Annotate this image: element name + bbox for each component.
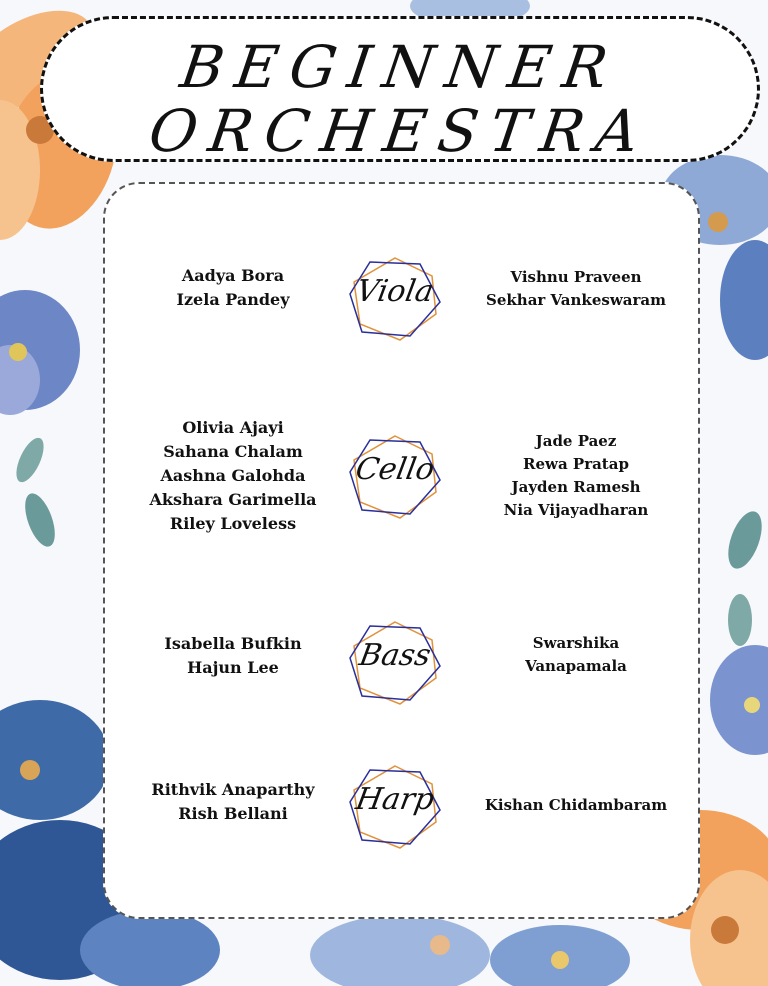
title-banner [40, 16, 760, 165]
name: Jade Paez [535, 432, 617, 450]
name: Kishan Chidambaram [484, 796, 668, 814]
bass-badge [340, 618, 450, 708]
name: Swarshika [532, 634, 620, 652]
name: Vanapamala [525, 657, 627, 675]
viola-left-names [123, 264, 343, 312]
cello-label: Cello [352, 452, 438, 487]
name: Sahana Chalam [163, 442, 303, 461]
roster-card [103, 182, 700, 919]
bass-label: Bass [356, 638, 434, 673]
cello-left-names [123, 416, 343, 536]
title-line-1: BEGINNER [176, 33, 624, 101]
name: Akshara Garimella [149, 490, 317, 509]
name: Izela Pandey [176, 290, 290, 309]
bass-right-names [465, 632, 687, 678]
name: Rithvik Anaparthy [151, 780, 315, 799]
name: Vishnu Praveen [510, 268, 642, 286]
name: Olivia Ajayi [182, 418, 284, 437]
name: Riley Loveless [169, 514, 297, 533]
harp-right-names [465, 794, 687, 817]
name: Hajun Lee [187, 658, 279, 677]
viola-badge [340, 254, 450, 344]
name: Jayden Ramesh [511, 478, 641, 496]
name: Rewa Pratap [523, 455, 629, 473]
name: Nia Vijayadharan [503, 501, 649, 519]
name: Sekhar Vankeswaram [486, 291, 666, 309]
title-line-2: ORCHESTRA [144, 97, 656, 165]
harp-left-names [123, 778, 343, 826]
blue-flower-bottom-center [310, 915, 630, 986]
viola-right-names [465, 266, 687, 312]
blue-flower-right [710, 507, 768, 755]
cello-right-names [465, 430, 687, 522]
name: Rish Bellani [178, 804, 288, 823]
harp-label: Harp [353, 782, 437, 817]
name: Isabella Bufkin [164, 634, 302, 653]
blue-flower-left [0, 290, 80, 550]
cello-badge [340, 432, 450, 522]
name: Aashna Galohda [160, 466, 306, 485]
name: Aadya Bora [181, 266, 285, 285]
viola-label: Viola [353, 274, 437, 309]
harp-badge [340, 762, 450, 852]
bass-left-names [123, 632, 343, 680]
